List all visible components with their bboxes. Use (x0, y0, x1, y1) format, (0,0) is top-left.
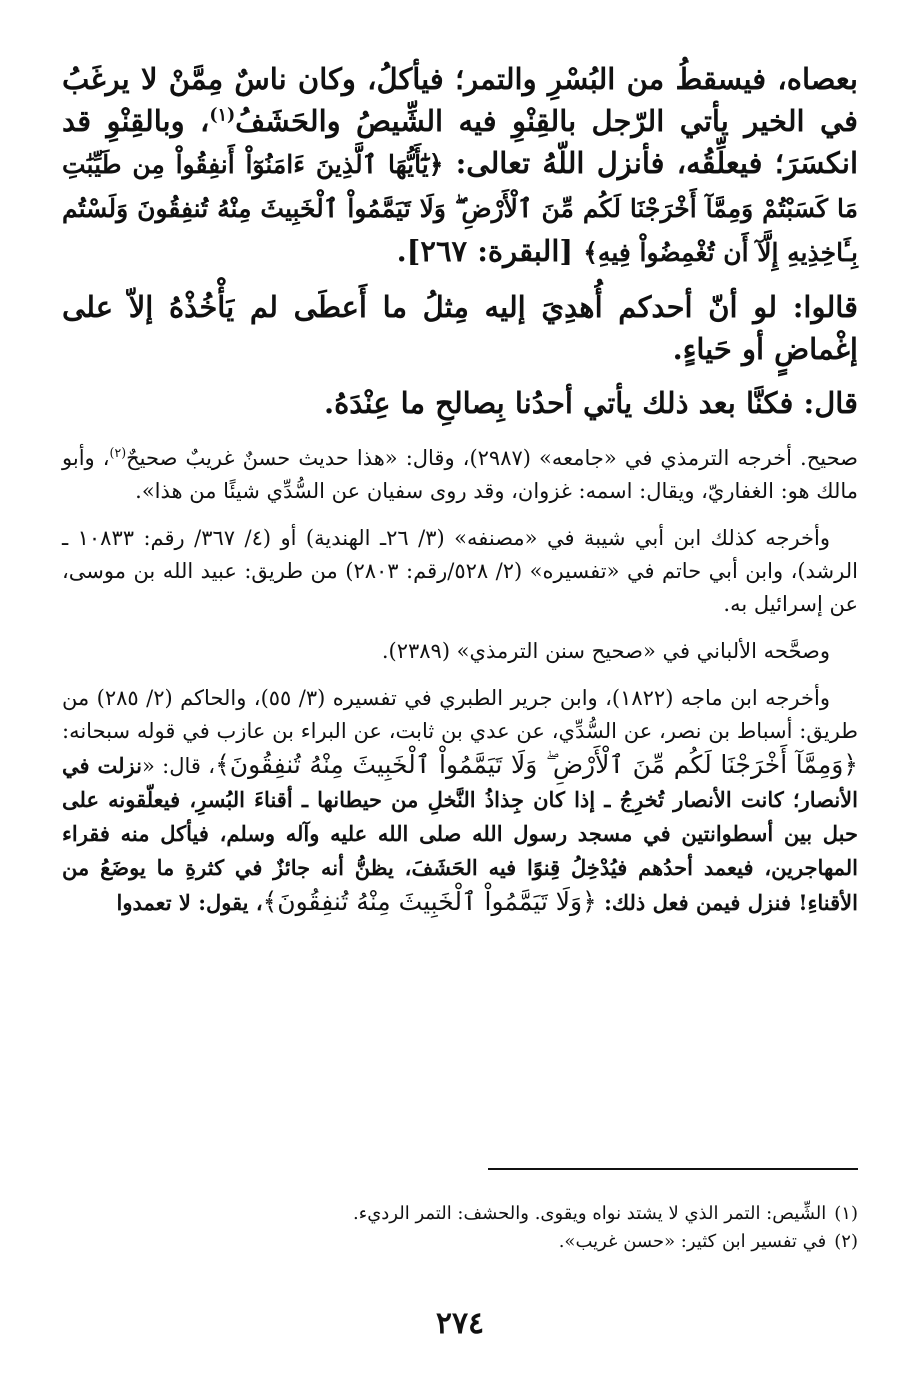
footnote-number: (١) (834, 1203, 858, 1224)
commentary-paragraph-3: وصحَّحه الألباني في «صحيح سنن الترمذي» (٢٣٨٩). (381, 639, 830, 663)
footnote-separator (488, 1168, 858, 1170)
verse-reference: [البقرة: ٢٦٧]. (396, 234, 584, 268)
quran-verse: ﴿يَٰٓأَيُّهَا ٱلَّذِينَ ءَامَنُوٓاْ أَنفِقُواْ مِن طَيِّبَٰتِ مَا كَسَبْتُمْ وَمِمَّآ أَخْرَجْنَا لَكُم مِّنَ ٱلْأَرْضِ ۖ وَلَا تَيَمَّمُواْ ٱلْخَبِيثَ مِنْهُ تُنفِقُونَ وَلَسْتُم بِـَٔاخِذِيهِ إِلَّآ أَن تُغْمِضُواْ فِيهِ﴾ (62, 150, 858, 267)
footnote-text: الشِّيص: التمر الذي لا يشتد نواه ويقوى. والحشف: التمر الرديء. (353, 1203, 827, 1224)
commentary-segment: ، وأبو مالك هو: الغفاريّ، ويقال: اسمه: غزوان، وقد روى سفيان عن السُّدِّي شيئًا من هذا». (62, 446, 858, 503)
commentary-paragraph-2: وأخرجه كذلك ابن أبي شيبة في «مصنفه» (٣/ ٢٦ـ الهندية) أو (٤/ ٣٦٧/ رقم: ١٠٨٣٣ ـ الرشد)، وابن أبي حاتم في «تفسيره» (٢/ ٥٢٨/رقم: ٢٨٠٣) من طريق: عبيد الله بن موسى، عن إسرائيل به. (62, 526, 858, 616)
commentary-segment: وأخرجه ابن ماجه (١٨٢٢)، وابن جرير الطبري في تفسيره (٣/ ٥٥)، والحاكم (٢/ ٢٨٥) من طريق: أسباط بن نصر، عن السُّدِّي، عن عدي بن ثابت، عن البراء بن عازب في قوله سبحانه: (62, 686, 858, 743)
footnote-1 (62, 1200, 858, 1228)
main-text-segment: ، وبالقِنْوِ قد انكسَرَ؛ فيعلِّقُه، فأنزل اللّهُ تعالى: (62, 104, 858, 180)
commentary-segment: صحيح. أخرجه الترمذي في «جامعه» (٢٩٨٧)، وقال: «هذا حديث حسنٌ غريبٌ صحيحٌ (126, 446, 859, 470)
footnote-ref-1[interactable]: (١) (209, 105, 236, 126)
footnotes (62, 1200, 858, 1256)
commentary-paragraph-4 (62, 682, 858, 920)
footnote-number: (٢) (834, 1231, 858, 1252)
page-number: ٢٧٤ (435, 1306, 485, 1341)
hadith-quote: ، يقول: لا تعمدوا (116, 890, 263, 915)
main-paragraph-2: قالوا: لو أنّ أحدكم أُهدِيَ إليه مِثلُ ما أَعطَى لم يَأْخُذْهُ إلاّ على إغْماضٍ أو حَياءٍ. (62, 290, 858, 366)
main-paragraph-1 (62, 58, 858, 274)
commentary-segment: ، قال: « (141, 754, 216, 778)
footnote-ref-2[interactable]: (٢) (109, 445, 127, 460)
footnote-text: في تفسير ابن كثير: «حسن غريب». (558, 1231, 827, 1252)
quran-verse: ﴿وَمِمَّآ أَخْرَجْنَا لَكُم مِّنَ ٱلْأَرْضِ ۖ وَلَا تَيَمَّمُواْ ٱلْخَبِيثَ مِنْهُ تُنفِقُونَ﴾ (215, 750, 858, 779)
quran-verse: ﴿وَلَا تَيَمَّمُواْ ٱلْخَبِيثَ مِنْهُ تُنفِقُونَ﴾ (262, 887, 597, 916)
hadith-quote: نزلت في الأنصار؛ كانت الأنصار تُخرِجُ ـ إذا كان جِذاذُ النَّخلِ من حيطانها ـ أقناءَ البُسرِ، فيعلّقونه على حبل بين أسطوانتين في مسجد رسول الله صلى الله عليه وآله وسلم، فيأكل منه فقراء المهاجرين، فيعمد أحدُهم فيُدْخِلُ قِنوًا فيه الحَشَفَ، يظنُّ أنه جائزٌ في كثرةِ ما يوضَعُ من الأقناءِ! فنزل فيمن فعل ذلك: (62, 753, 858, 915)
page-body (62, 58, 858, 920)
commentary-paragraph-1 (62, 442, 858, 508)
footnote-2 (62, 1228, 858, 1256)
main-text-segment: بعصاه، فيسقطُ من البُسْرِ والتمر؛ فيأكلُ، وكان ناسٌ مِمَّنْ لا يرغَبُ في الخير يأتي الرّجل بالقِنْوِ فيه الشِّيصُ والحَشَفُ (62, 62, 858, 138)
main-paragraph-3: قال: فكنَّا بعد ذلك يأتي أحدُنا بِصالحِ ما عِنْدَهُ. (324, 386, 858, 420)
